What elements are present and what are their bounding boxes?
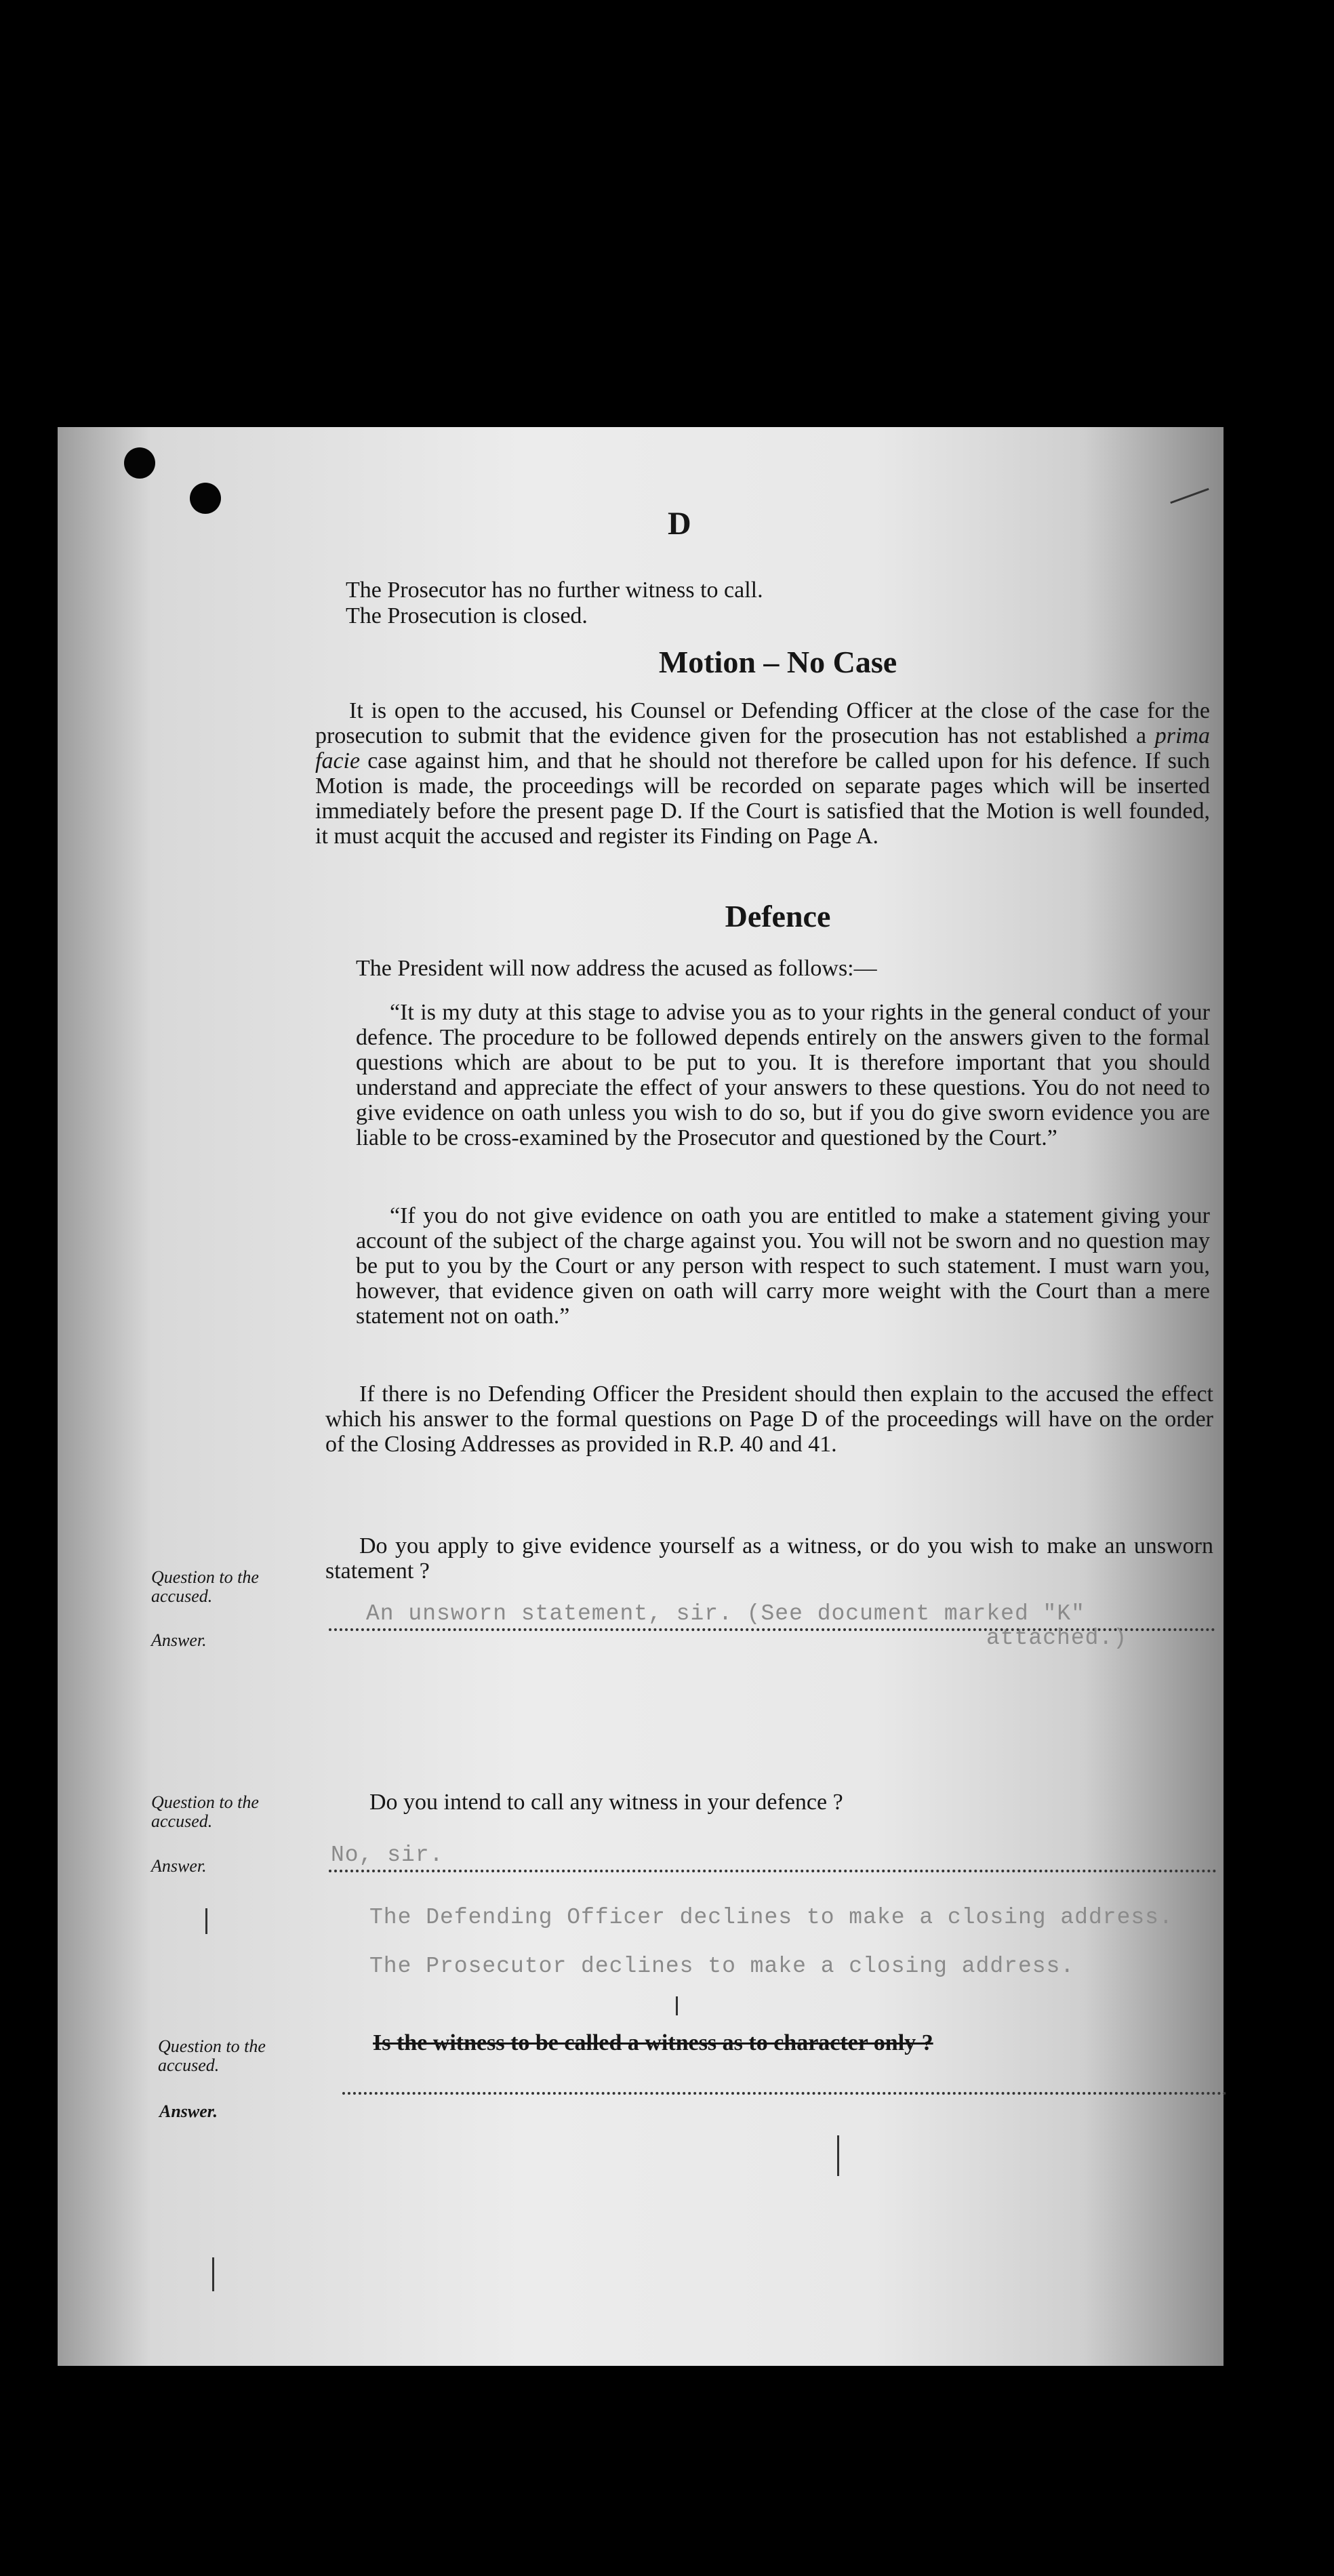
closing-address-defending-officer: The Defending Officer declines to make a closing address. bbox=[369, 1905, 1173, 1930]
defending-officer-instruction: If there is no Defending Officer the President should then explain to the accused the effect which his answer to the formal questions on Page D of the proceedings will have on the order of the Closing Addresses as provided in R.P. 40 and 41. bbox=[325, 1382, 1213, 1457]
answer-line bbox=[329, 1870, 1217, 1872]
question-label: Question to the accused. bbox=[151, 1792, 259, 1831]
punch-hole bbox=[124, 447, 155, 479]
motion-heading: Motion – No Case bbox=[658, 645, 897, 679]
typed-answer: No, sir. bbox=[331, 1843, 444, 1868]
intro-line-2: The Prosecution is closed. bbox=[346, 603, 588, 628]
question-label: Question to the accused. bbox=[158, 2036, 266, 2075]
typed-answer-continued: attached.) bbox=[986, 1626, 1128, 1651]
page-letter: D bbox=[668, 506, 691, 542]
pencil-mark bbox=[837, 2135, 839, 2176]
document-page bbox=[58, 427, 1224, 2366]
president-quote-2: “If you do not give evidence on oath you are entitled to make a statement giving your account of the subject of the charge against you. You will not be sworn and no question may be put to you by the Court or any person with respect to such statement. I must warn you, however, that evidence given on oath will carry more weight with the Court than a mere statement not on oath.” bbox=[356, 1203, 1210, 1329]
closing-address-prosecutor: The Prosecutor declines to make a closing address. bbox=[369, 1954, 1075, 1979]
motion-text-2: case against him, and that he should not therefore be called upon for his defence. If such Motion is made, the proceedings will be recorded on separate pages which will be inserted immediately before the present page D. If the Court is satisfied that the Motion is well founded, it must acquit the accused and register its Finding on Page A. bbox=[315, 748, 1210, 849]
punch-hole bbox=[190, 483, 221, 514]
answer-label: Answer. bbox=[159, 2101, 218, 2121]
question-text-struck: Is the witness to be called a witness as to character only ? bbox=[373, 2030, 933, 2055]
pencil-mark bbox=[1170, 488, 1209, 504]
pencil-mark bbox=[212, 2257, 214, 2291]
question-text: Do you intend to call any witness in your defence ? bbox=[369, 1790, 843, 1815]
motion-text-1: It is open to the accused, his Counsel or Defending Officer at the close of the case for the prosecution to submit that the evidence given for the prosecution has not established a bbox=[315, 698, 1210, 748]
typed-answer: An unsworn statement, sir. (See document marked "K" bbox=[366, 1601, 1085, 1626]
pencil-mark bbox=[676, 1996, 678, 2015]
prosecution-closed bbox=[346, 578, 763, 629]
motion-body bbox=[315, 698, 1210, 849]
motion-italic: prima facie bbox=[315, 723, 1210, 773]
question-label: Question to the accused. bbox=[151, 1567, 259, 1606]
answer-label: Answer. bbox=[151, 1856, 207, 1876]
answer-label: Answer. bbox=[151, 1630, 207, 1650]
address-intro: The President will now address the acused as follows:— bbox=[356, 956, 877, 981]
intro-line-1: The Prosecutor has no further witness to call. bbox=[346, 578, 763, 603]
president-quote-1: “It is my duty at this stage to advise you as to your rights in the general conduct of your defence. The procedure to be followed depends entirely on the answers given to the formal questions which are about to be put to you. It is therefore important that you should understand and appreciate the effect of your answers to these questions. You do not need to give evidence on oath unless you wish to do so, but if you do give sworn evidence you are liable to be cross-examined by the Prosecutor and questioned by the Court.” bbox=[356, 1000, 1210, 1150]
pencil-mark bbox=[205, 1908, 207, 1934]
defence-heading: Defence bbox=[725, 899, 831, 933]
question-text: Do you apply to give evidence yourself as a witness, or do you wish to make an unsworn statement ? bbox=[325, 1533, 1213, 1584]
answer-line bbox=[342, 2092, 1227, 2095]
